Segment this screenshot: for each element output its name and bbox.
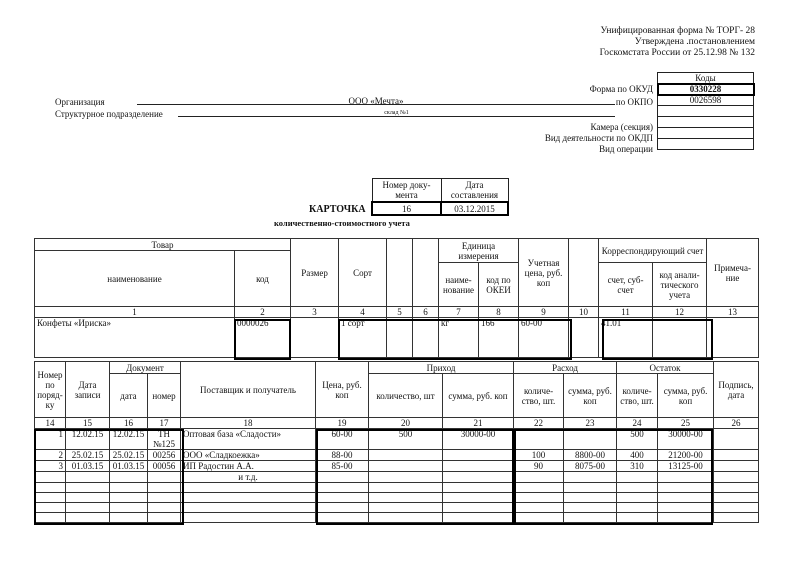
cell-income-qty <box>369 461 443 472</box>
cell-unit-price: 88-00 <box>316 450 369 461</box>
cell-outgo-qty <box>514 472 564 483</box>
okud-label: Форма по ОКУД <box>589 84 653 94</box>
table-row <box>35 472 759 483</box>
cell-rest-sum: 30000-00 <box>658 429 714 450</box>
h-party: Поставщик и получатель <box>181 362 316 418</box>
cell-unit-price <box>316 483 369 493</box>
cell-row-num <box>35 513 66 523</box>
cell-row-num <box>35 483 66 493</box>
cell-row-num <box>35 503 66 513</box>
h-note: Примеча-ние <box>707 239 759 307</box>
top-num-8: 8 <box>479 307 519 318</box>
cell-sign <box>714 513 759 523</box>
top-num-9: 9 <box>519 307 569 318</box>
row-sort: 1 сорт <box>339 318 387 358</box>
cell-outgo-qty <box>514 483 564 493</box>
h-col10 <box>569 239 599 307</box>
top-num-3: 3 <box>291 307 339 318</box>
cell-sign <box>714 472 759 483</box>
cell-doc-date <box>110 472 148 483</box>
h-sort: Сорт <box>339 239 387 307</box>
cell-doc-number <box>148 483 181 493</box>
top-num-6: 6 <box>413 307 439 318</box>
h-size: Размер <box>291 239 339 307</box>
movement-table <box>34 361 759 523</box>
cell-rest-sum <box>658 503 714 513</box>
h-unit: Единица измерения <box>439 239 519 263</box>
top-num-12: 12 <box>653 307 707 318</box>
bottom-num: 25 <box>658 418 714 429</box>
cell-doc-date: 01.03.15 <box>110 461 148 472</box>
cell-entry-date: 25.02.15 <box>66 450 110 461</box>
cell-row-num <box>35 493 66 503</box>
cell-outgo-sum <box>564 429 617 450</box>
movement-body <box>35 429 759 523</box>
top-num-10: 10 <box>569 307 599 318</box>
cell-doc-date <box>110 503 148 513</box>
cell-doc-number <box>148 472 181 483</box>
cell-doc-date <box>110 483 148 493</box>
bottom-num: 19 <box>316 418 369 429</box>
bottom-num: 14 <box>35 418 66 429</box>
cell-outgo-qty: 90 <box>514 461 564 472</box>
codes-table <box>657 72 754 150</box>
doc-number: 16 <box>372 202 441 215</box>
org-value: ООО «Мечта» <box>348 96 404 106</box>
cell-income-sum <box>443 493 514 503</box>
cell-unit-price: 85-00 <box>316 461 369 472</box>
cell-income-sum: 30000-00 <box>443 429 514 450</box>
row-unit-name: кг <box>439 318 479 358</box>
table-row <box>35 493 759 503</box>
h-outgo: Расход <box>514 362 617 374</box>
cell-sign <box>714 450 759 461</box>
top-num-11: 11 <box>599 307 653 318</box>
operation-label: Вид операции <box>599 144 653 154</box>
bottom-num: 22 <box>514 418 564 429</box>
bottom-num: 18 <box>181 418 316 429</box>
bottom-num: 23 <box>564 418 617 429</box>
table-row <box>35 483 759 493</box>
goods-table <box>34 238 759 358</box>
h-doc-num: номер <box>148 374 181 418</box>
row-note <box>707 318 759 358</box>
cell-doc-number: ТН №125 <box>148 429 181 450</box>
h-sign: Подпись, дата <box>714 362 759 418</box>
cell-rest-sum <box>658 513 714 523</box>
cell-rest-qty <box>617 493 658 503</box>
h-unit-price: Цена, руб. коп <box>316 362 369 418</box>
h-outgo-qty: количе-ство, шт. <box>514 374 564 418</box>
cell-rest-qty <box>617 483 658 493</box>
cell-unit-price: 60-00 <box>316 429 369 450</box>
table-row <box>35 429 759 450</box>
cell-income-qty <box>369 472 443 483</box>
top-num-5: 5 <box>387 307 413 318</box>
cell-rest-qty <box>617 513 658 523</box>
cell-doc-date: 12.02.15 <box>110 429 148 450</box>
doc-date-header: Дата составления <box>441 179 508 203</box>
cell-doc-date: 25.02.15 <box>110 450 148 461</box>
form-header-line1: Унифицированная форма № ТОРГ- 28 <box>600 26 755 36</box>
bottom-num: 20 <box>369 418 443 429</box>
h-row-num: Номер по поряд-ку <box>35 362 66 418</box>
h-doc-date: дата <box>110 374 148 418</box>
cell-income-qty <box>369 493 443 503</box>
cell-outgo-sum <box>564 493 617 503</box>
h-corr: Корреспондирующий счет <box>599 239 707 263</box>
cell-entry-date: 12.02.15 <box>66 429 110 450</box>
table-row <box>35 513 759 523</box>
cell-income-sum <box>443 483 514 493</box>
cell-party: Оптовая база «Сладости» <box>181 429 316 450</box>
top-num-2: 2 <box>235 307 291 318</box>
row-code: 0000026 <box>235 318 291 358</box>
doc-date: 03.12.2015 <box>441 202 508 215</box>
okpo-label: по ОКПО <box>615 97 653 107</box>
top-num-4: 4 <box>339 307 387 318</box>
row-col6 <box>413 318 439 358</box>
okdp-value <box>658 128 754 139</box>
cell-unit-price <box>316 493 369 503</box>
h-income: Приход <box>369 362 514 374</box>
dept-value: склад №1 <box>384 110 409 116</box>
cell-income-sum <box>443 503 514 513</box>
top-num-7: 7 <box>439 307 479 318</box>
cell-income-qty <box>369 483 443 493</box>
cell-entry-date <box>66 503 110 513</box>
camera-label: Камера (секция) <box>590 122 653 132</box>
h-rest-qty: количе-ство, шт. <box>617 374 658 418</box>
cell-rest-sum: 13125-00 <box>658 461 714 472</box>
operation-value <box>658 139 754 150</box>
org-label: Организация <box>55 97 105 107</box>
doc-header-table <box>371 178 509 216</box>
row-name: Конфеты «Ириска» <box>35 318 235 358</box>
row-col10 <box>569 318 599 358</box>
cell-sign <box>714 429 759 450</box>
cell-doc-date <box>110 513 148 523</box>
form-header-line3: Госкомстата России от 25.12.98 № 132 <box>599 48 755 58</box>
camera-value <box>658 117 754 128</box>
doc-number-header: Номер доку-мента <box>372 179 441 203</box>
row-price: 60-00 <box>519 318 569 358</box>
cell-doc-number: 00056 <box>148 461 181 472</box>
cell-outgo-qty: 100 <box>514 450 564 461</box>
cell-doc-number: 00256 <box>148 450 181 461</box>
cell-sign <box>714 461 759 472</box>
cell-outgo-sum <box>564 503 617 513</box>
bottom-nums-row <box>35 418 759 429</box>
cell-rest-qty: 500 <box>617 429 658 450</box>
cell-income-sum <box>443 461 514 472</box>
cell-party <box>181 513 316 523</box>
cell-outgo-qty <box>514 493 564 503</box>
form-header <box>600 26 755 59</box>
table-row <box>35 461 759 472</box>
cell-doc-number <box>148 493 181 503</box>
cell-outgo-sum: 8075-00 <box>564 461 617 472</box>
h-corr-acc: счет, суб-счет <box>599 263 653 307</box>
h-rest-sum: сумма, руб. коп <box>658 374 714 418</box>
h-entry-date: Дата записи <box>66 362 110 418</box>
h-col6 <box>413 239 439 307</box>
cell-sign <box>714 483 759 493</box>
h-code: код <box>235 251 291 307</box>
cell-entry-date <box>66 472 110 483</box>
row-okei: 166 <box>479 318 519 358</box>
cell-income-sum <box>443 472 514 483</box>
cell-entry-date: 01.03.15 <box>66 461 110 472</box>
cell-unit-price <box>316 503 369 513</box>
cell-outgo-qty <box>514 513 564 523</box>
h-corr-code: код анали-тического учета <box>653 263 707 307</box>
table-row <box>35 450 759 461</box>
bottom-num: 16 <box>110 418 148 429</box>
table-row <box>35 503 759 513</box>
bottom-num: 26 <box>714 418 759 429</box>
cell-party <box>181 493 316 503</box>
h-income-sum: сумма, руб. коп <box>443 374 514 418</box>
doc-title: КАРТОЧКА <box>309 204 366 215</box>
row-analytic <box>653 318 707 358</box>
bottom-num: 15 <box>66 418 110 429</box>
cell-entry-date <box>66 483 110 493</box>
cell-row-num: 3 <box>35 461 66 472</box>
top-num-13: 13 <box>707 307 759 318</box>
cell-row-num: 2 <box>35 450 66 461</box>
cell-rest-sum <box>658 483 714 493</box>
cell-income-sum <box>443 450 514 461</box>
cell-outgo-sum <box>564 513 617 523</box>
cell-rest-sum <box>658 472 714 483</box>
codes-title: Коды <box>658 73 754 84</box>
cell-rest-qty: 400 <box>617 450 658 461</box>
cell-income-sum <box>443 513 514 523</box>
cell-income-qty <box>369 450 443 461</box>
h-col5 <box>387 239 413 307</box>
h-unit-okei: код по ОКЕИ <box>479 263 519 307</box>
row-col5 <box>387 318 413 358</box>
top-num-1: 1 <box>35 307 235 318</box>
cell-party: ИП Радостин А.А. <box>181 461 316 472</box>
okud-value: 0330228 <box>658 84 754 95</box>
cell-party: и т.д. <box>181 472 316 483</box>
cell-rest-sum <box>658 493 714 503</box>
cell-income-qty: 500 <box>369 429 443 450</box>
cell-unit-price <box>316 513 369 523</box>
h-outgo-sum: сумма, руб. коп <box>564 374 617 418</box>
row-size <box>291 318 339 358</box>
cell-rest-qty: 310 <box>617 461 658 472</box>
cell-entry-date <box>66 513 110 523</box>
h-unit-name: наиме-нование <box>439 263 479 307</box>
cell-sign <box>714 503 759 513</box>
row-account: 41.01 <box>599 318 653 358</box>
cell-entry-date <box>66 493 110 503</box>
okpo-value: 0026598 <box>658 95 754 106</box>
form-header-line2: Утверждена .постановлением <box>634 37 755 47</box>
cell-income-qty <box>369 503 443 513</box>
okdp-label: Вид деятельности по ОКДП <box>544 133 653 143</box>
cell-row-num: 1 <box>35 429 66 450</box>
cell-party <box>181 483 316 493</box>
bottom-num: 21 <box>443 418 514 429</box>
h-name: наименование <box>35 251 235 307</box>
cell-doc-date <box>110 493 148 503</box>
doc-subtitle: количественно-стоимостного учета <box>274 218 410 228</box>
cell-outgo-qty <box>514 503 564 513</box>
cell-party: ООО «Сладкоежка» <box>181 450 316 461</box>
bottom-num: 24 <box>617 418 658 429</box>
cell-sign <box>714 493 759 503</box>
cell-unit-price <box>316 472 369 483</box>
h-income-qty: количество, шт <box>369 374 443 418</box>
dept-label: Структурное подразделение <box>55 109 163 119</box>
cell-income-qty <box>369 513 443 523</box>
cell-rest-qty <box>617 503 658 513</box>
h-price: Учетная цена, руб. коп <box>519 239 569 307</box>
h-rest: Остаток <box>617 362 714 374</box>
cell-doc-number <box>148 503 181 513</box>
cell-rest-sum: 21200-00 <box>658 450 714 461</box>
cell-outgo-sum <box>564 472 617 483</box>
h-document: Документ <box>110 362 181 374</box>
codes-empty-1 <box>658 106 754 117</box>
cell-outgo-sum: 8800-00 <box>564 450 617 461</box>
h-goods: Товар <box>35 239 291 251</box>
cell-party <box>181 503 316 513</box>
cell-rest-qty <box>617 472 658 483</box>
bottom-num: 17 <box>148 418 181 429</box>
cell-row-num <box>35 472 66 483</box>
cell-outgo-qty <box>514 429 564 450</box>
cell-outgo-sum <box>564 483 617 493</box>
cell-doc-number <box>148 513 181 523</box>
